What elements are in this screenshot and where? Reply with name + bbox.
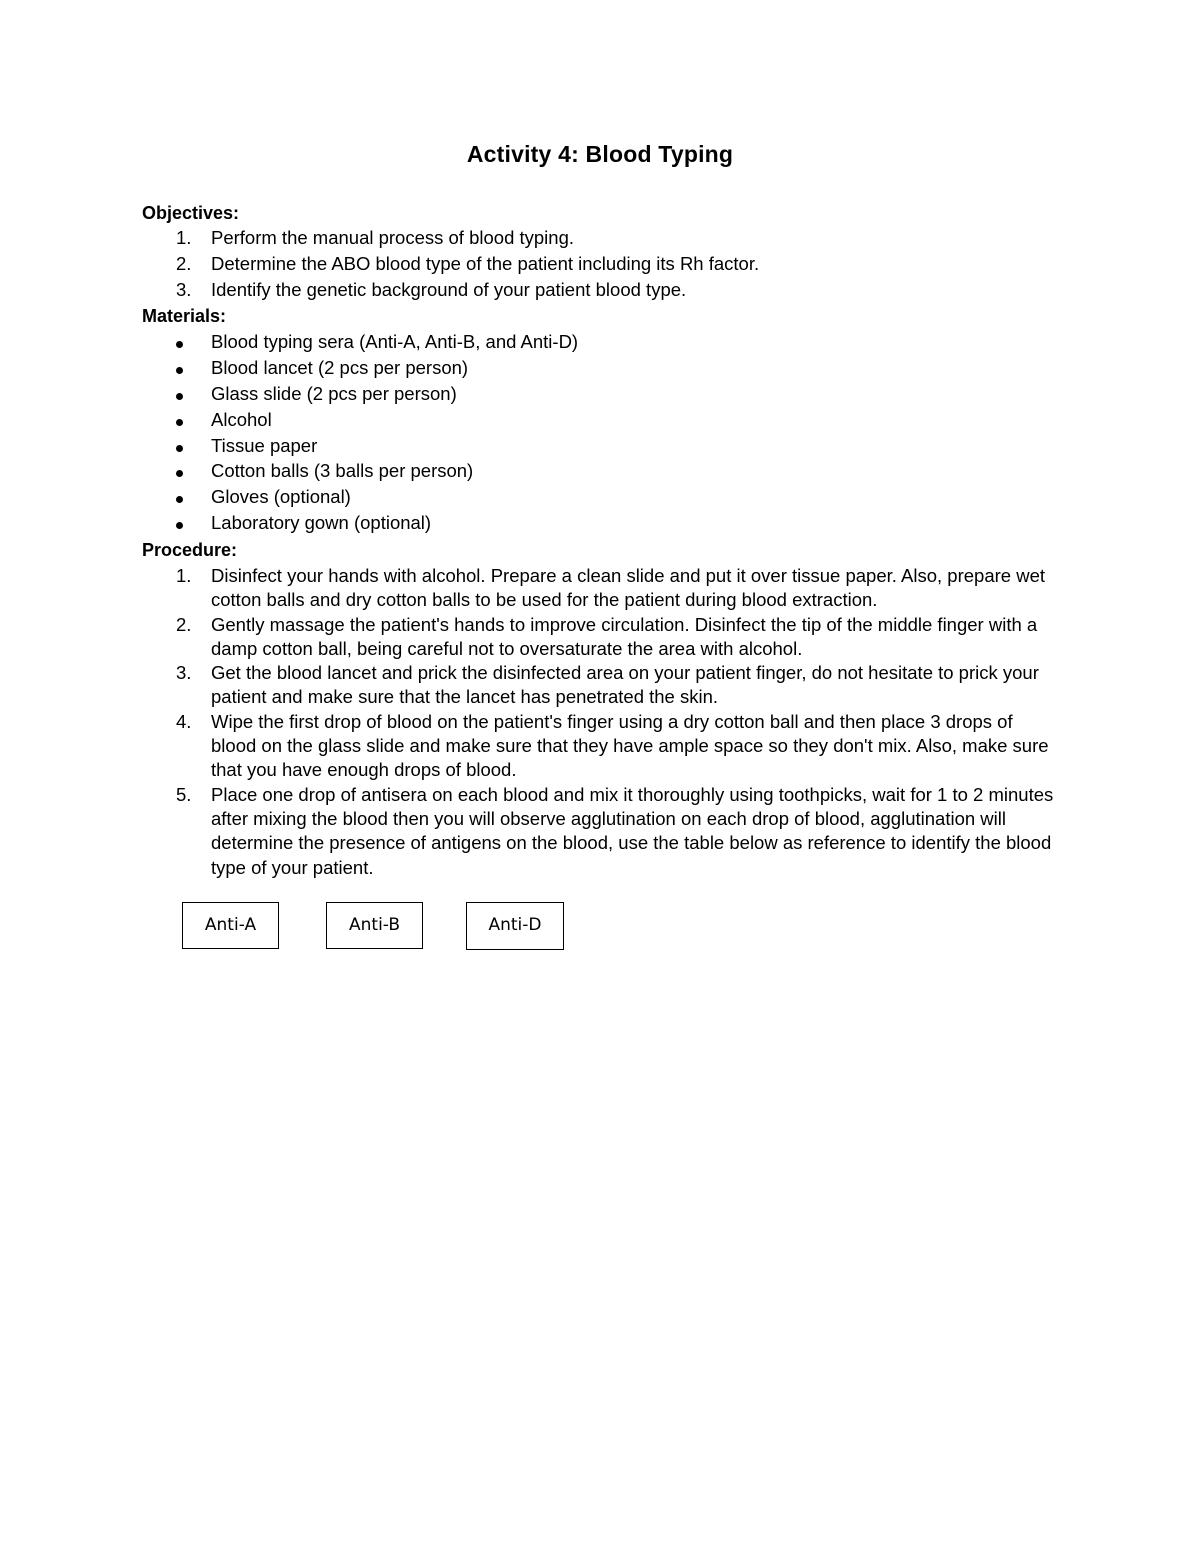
- step-number: 1.: [176, 565, 192, 586]
- material-text: Tissue paper: [211, 434, 318, 456]
- objective-number: 2.: [176, 253, 192, 274]
- procedure-step: [0, 710, 1056, 783]
- bullet-icon: [176, 419, 183, 426]
- material-text: Alcohol: [211, 408, 272, 430]
- objectives-heading: Objectives:: [142, 203, 240, 223]
- procedure-step: [0, 783, 1056, 880]
- page-title: Activity 4: Blood Typing: [466, 141, 734, 167]
- bullet-icon: [176, 496, 183, 503]
- material-text: Gloves (optional): [211, 486, 351, 508]
- material-item: [0, 408, 1056, 434]
- materials-list: [0, 330, 1056, 537]
- material-item: [0, 459, 1056, 485]
- anti-d-box: Anti-D: [466, 902, 564, 950]
- step-number: 3.: [176, 662, 192, 684]
- step-text: Get the blood lancet and prick the disinfected area on your patient finger, do not hesitate to prick your patient and make sure that the lancet has penetrated the skin.: [211, 662, 1039, 708]
- bullet-icon: [176, 522, 183, 529]
- material-text: Blood lancet (2 pcs per person): [211, 356, 469, 378]
- objective-text: Perform the manual process of blood typing.: [211, 227, 574, 248]
- step-number: 4.: [176, 710, 192, 732]
- material-item: [0, 356, 1056, 382]
- bullet-icon: [176, 393, 183, 400]
- material-item: [0, 511, 1056, 537]
- material-text: Glass slide (2 pcs per person): [211, 382, 457, 404]
- procedure-list: [0, 564, 1056, 880]
- objective-item: [0, 278, 1056, 304]
- objectives-list: [0, 226, 1056, 304]
- bullet-icon: [176, 445, 183, 452]
- material-text: Laboratory gown (optional): [211, 512, 432, 534]
- step-text: Wipe the first drop of blood on the patient's finger using a dry cotton ball and then place 3 drops of blood on the glass slide and make sure that they have ample space so they don't mix. Also, make sure that you have enough drops of blood.: [211, 710, 1049, 781]
- anti-b-box: Anti-B: [326, 902, 423, 949]
- procedure-step: [0, 564, 1056, 613]
- procedure-step: [0, 661, 1056, 710]
- objective-text: Determine the ABO blood type of the patient including its Rh factor.: [211, 253, 760, 274]
- material-text: Cotton balls (3 balls per person): [211, 460, 474, 482]
- material-item: [0, 434, 1056, 460]
- objective-number: 1.: [176, 227, 192, 248]
- step-text: Disinfect your hands with alcohol. Prepare a clean slide and put it over tissue paper. Also, prepare wet cotton balls and dry cotton balls to be used for the patient during blood extraction.: [211, 565, 1045, 611]
- anti-a-box: Anti-A: [182, 902, 279, 949]
- material-item: [0, 485, 1056, 511]
- step-number: 5.: [176, 783, 192, 805]
- step-number: 2.: [176, 613, 192, 635]
- material-item: [0, 330, 1056, 356]
- material-text: Blood typing sera (Anti-A, Anti-B, and Anti-D): [211, 331, 579, 352]
- step-text: Gently massage the patient's hands to improve circulation. Disinfect the tip of the middle finger with a damp cotton ball, being careful not to oversaturate the area with alcohol.: [211, 613, 1038, 659]
- bullet-icon: [176, 341, 183, 348]
- bullet-icon: [176, 470, 183, 477]
- procedure-heading: Procedure:: [142, 540, 238, 560]
- objective-number: 3.: [176, 279, 192, 300]
- bullet-icon: [176, 367, 183, 374]
- objective-item: [0, 252, 1056, 278]
- step-text: Place one drop of antisera on each blood and mix it thoroughly using toothpicks, wait for 1 to 2 minutes after mixing the blood then you will observe agglutination on each drop of blood, agglutination will determine the presence of antigens on the blood, use the table below as reference to identify the blood type of your patient.: [211, 783, 1054, 878]
- material-item: [0, 382, 1056, 408]
- materials-heading: Materials:: [142, 306, 227, 326]
- objective-item: [0, 226, 1056, 252]
- procedure-step: [0, 613, 1056, 662]
- objective-text: Identify the genetic background of your patient blood type.: [211, 279, 687, 300]
